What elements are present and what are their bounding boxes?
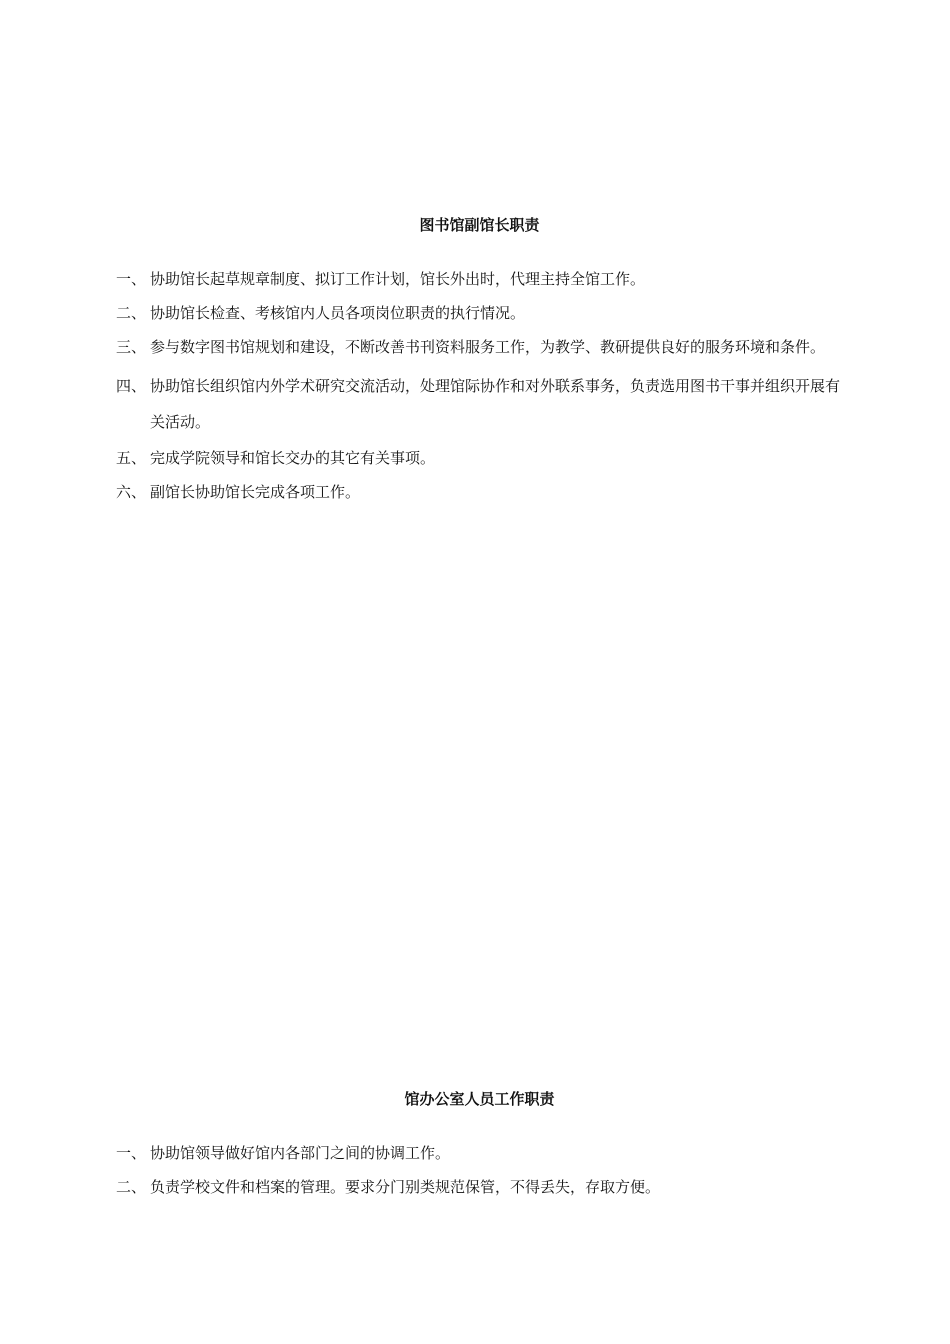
duty-number: 二、 <box>116 304 147 322</box>
duty-item <box>116 376 841 440</box>
duty-number: 三、 <box>116 338 147 356</box>
duty-item <box>116 337 841 372</box>
duty-number: 五、 <box>116 449 147 467</box>
duty-item <box>116 1143 841 1163</box>
section-deputy-director-duties <box>116 215 841 516</box>
duty-item <box>116 448 841 468</box>
section-title: 图书馆副馆长职责 <box>419 216 540 234</box>
duty-item <box>116 482 841 502</box>
duty-item <box>116 269 841 289</box>
duty-list <box>116 1143 841 1197</box>
duty-text: 协助馆长起草规章制度、拟订工作计划，馆长外出时，代理主持全馆工作。 <box>150 270 646 288</box>
duty-text: 协助馆长组织馆内外学术研究交流活动，处理馆际协作和对外联系事务，负责选用图书干事并组织开展有关活动。 <box>150 377 841 431</box>
duty-number: 二、 <box>116 1178 147 1196</box>
duty-item <box>116 1177 841 1197</box>
duty-number: 六、 <box>116 483 147 501</box>
duty-text: 参与数字图书馆规划和建设，不断改善书刊资料服务工作，为教学、教研提供良好的服务环境和条件。 <box>150 338 826 356</box>
duty-text: 协助馆长检查、考核馆内人员各项岗位职责的执行情况。 <box>150 304 526 322</box>
section-title: 馆办公室人员工作职责 <box>404 1090 555 1108</box>
duty-number: 一、 <box>116 270 147 288</box>
duty-text: 协助馆领导做好馆内各部门之间的协调工作。 <box>150 1144 451 1162</box>
duty-number: 四、 <box>116 377 147 395</box>
duty-number: 一、 <box>116 1144 147 1162</box>
duty-text: 副馆长协助馆长完成各项工作。 <box>150 483 361 501</box>
duty-text: 完成学院领导和馆长交办的其它有关事项。 <box>150 449 436 467</box>
section-office-staff-duties <box>116 1089 841 1211</box>
duty-item <box>116 303 841 323</box>
duty-list <box>116 269 841 502</box>
duty-text: 负责学校文件和档案的管理。要求分门别类规范保管，不得丢失，存取方便。 <box>150 1178 661 1196</box>
